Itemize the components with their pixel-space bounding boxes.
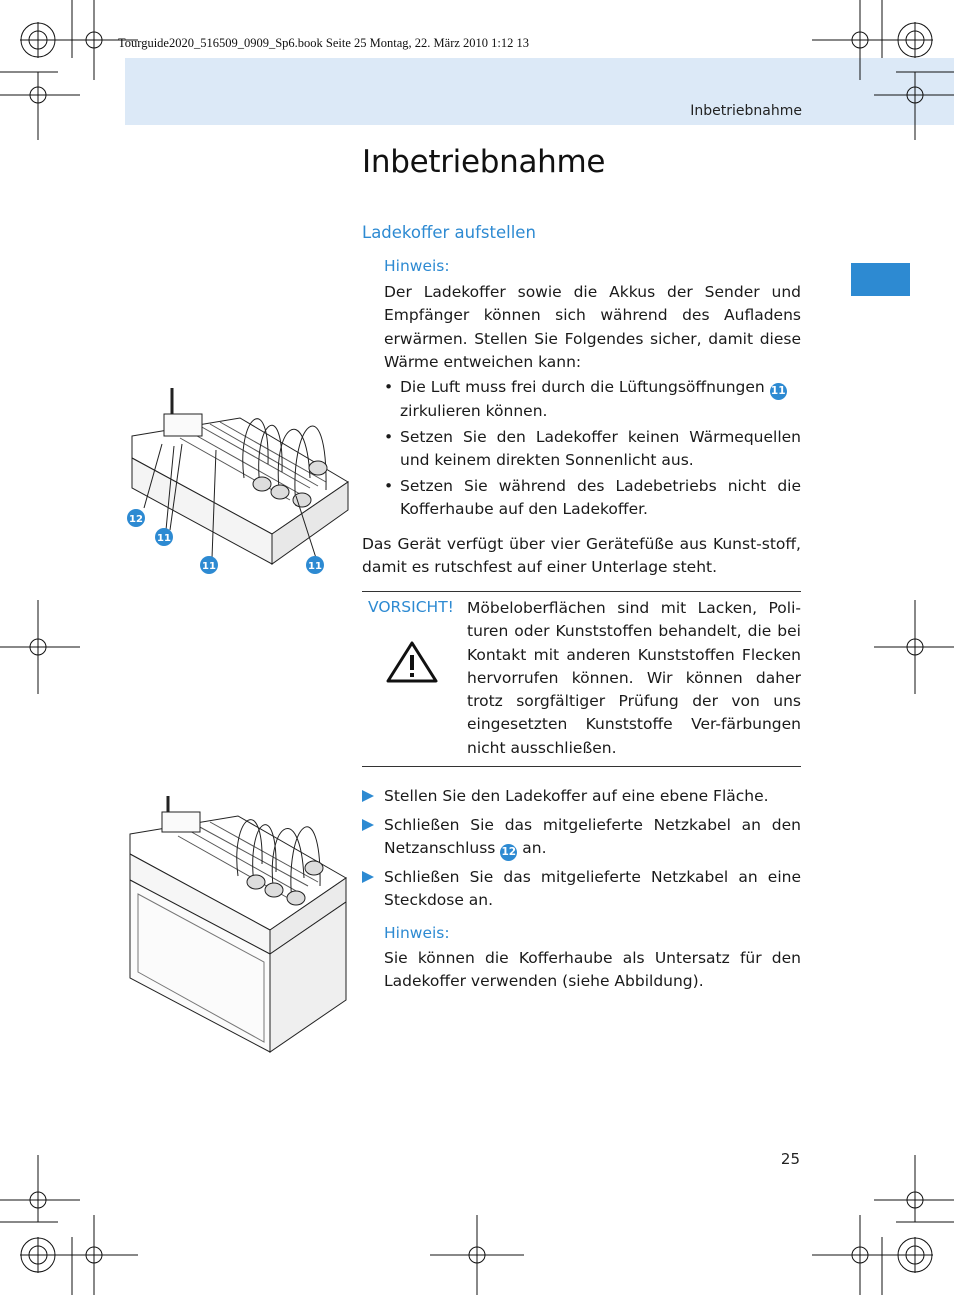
page-number: 25 [780,1150,800,1168]
charging-case-illustration [120,378,352,578]
figure-callout-12: 12 [129,514,143,525]
running-head: Inbetriebnahme [690,103,802,119]
note-label: Hinweis: [384,257,450,275]
callout-badge-12: 12 [500,844,517,861]
figure-callout-11: 11 [308,561,322,572]
note-label: Hinweis: [384,924,450,942]
crosshair-mark-icon [0,1155,138,1295]
list-item: • Die Luft muss frei durch die Lüftungsöffnungen 11 zirkulieren können. [384,378,786,420]
divider [362,591,801,592]
bullet-icon: • [384,378,394,396]
section-title: Ladekoffer aufstellen [362,223,536,242]
bullet-icon: • [384,477,394,495]
divider [362,766,801,767]
page-title: Inbetriebnahme [362,144,606,180]
warning-triangle-icon [385,640,439,684]
callout-badge-11: 11 [770,383,787,400]
figure-callout-11: 11 [157,533,171,544]
crosshair-mark-icon [0,0,138,140]
figure-callout-11: 11 [202,561,216,572]
list-item: • Setzen Sie den Ladekoffer keinen Wärmequellen und keinem direkten Sonnenlicht aus. [384,428,801,470]
crosshair-mark-icon [812,1155,954,1295]
instruction-step: Schließen Sie das mitgelieferte Netzkabel an eine Steckdose an. [362,866,801,913]
warning-text: Möbeloberflächen sind mit Lacken, Poli-turen oder Kunststoffen behandelt, die bei Kontakt mit anderen Kunststoffen Flecken hervorrufen können. Wir können daher trotz sorgfältiger Prüfung der von uns eingesetzten Kunststoffe Ver-färbungen nicht ausschließen. [467,599,801,757]
step-arrow-icon [362,790,374,802]
book-file-info: Tourguide2020_516509_0909_Sp6.book Seite 25 Montag, 22. März 2010 1:12 13 [118,36,530,50]
note-text: Sie können die Kofferhaube als Untersatz für den Ladekoffer verwenden (siehe Abbildung). [384,949,801,991]
list-item: • Setzen Sie während des Ladebetriebs nicht die Kofferhaube auf den Ladekoffer. [384,477,801,519]
paragraph-feet: Das Gerät verfügt über vier Gerätefüße aus Kunst-stoff, damit es rutschfest auf einer Unterlage steht. [362,535,801,577]
step-arrow-icon [362,819,374,831]
step-arrow-icon [362,871,374,883]
instruction-step: Stellen Sie den Ladekoffer auf eine ebene Fläche. [362,785,801,808]
case-on-lid-illustration [120,790,352,1056]
note-text: Der Ladekoffer sowie die Akkus der Sender und Empfänger können sich während des Aufladens erwärmen. Stellen Sie Folgendes sicher, damit diese Wärme entweichen kann: [384,283,801,371]
crosshair-mark-icon [430,1215,524,1295]
bullet-icon: • [384,428,394,446]
warning-label: VORSICHT! [368,598,454,616]
crosshair-mark-icon [812,0,954,140]
instruction-step: Schließen Sie das mitgelieferte Netzkabel an den Netzanschluss 12 an. [362,814,801,861]
